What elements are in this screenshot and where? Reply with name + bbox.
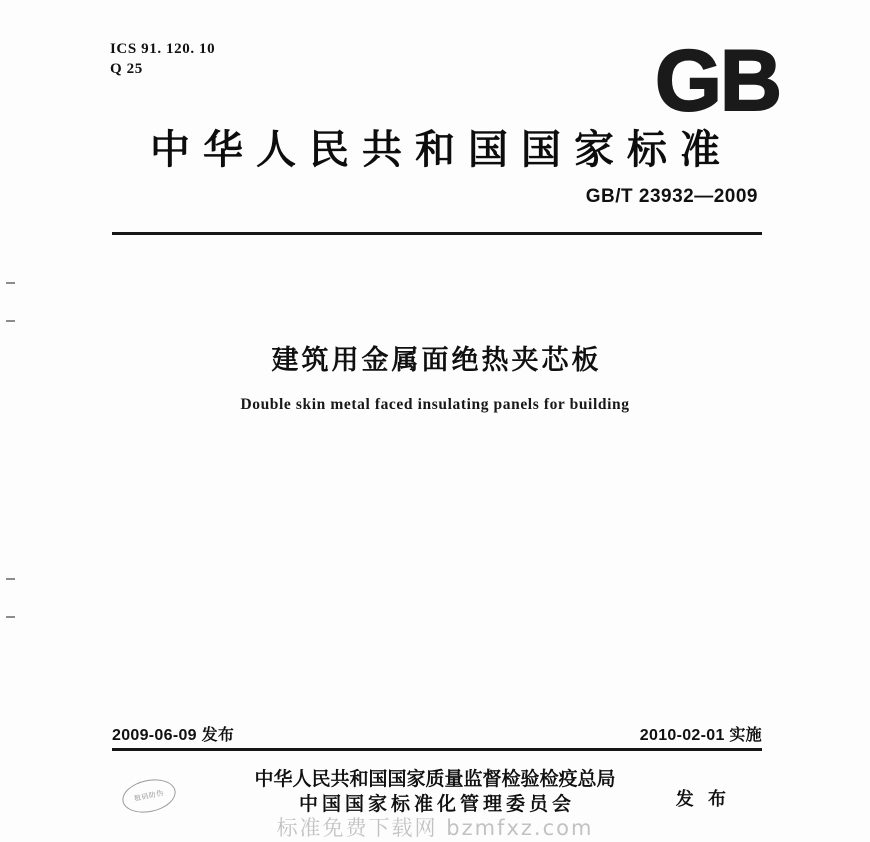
margin-tick	[6, 320, 15, 322]
standard-number: GB/T 23932—2009	[585, 186, 758, 207]
classification-code: Q 25	[110, 60, 143, 77]
document-title-en: Double skin metal faced insulating panels for building	[240, 396, 630, 413]
national-standard-title: 中华人民共和国国家标准	[150, 127, 733, 173]
margin-tick	[6, 616, 15, 618]
issuer-suffix: 发 布	[675, 789, 730, 810]
watermark: 标准免费下载网 bzmfxz.com	[276, 816, 594, 840]
issuer-line-2: 中国国家标准化管理委员会	[298, 792, 575, 815]
implementation-date: 2010-02-01 实施	[639, 727, 762, 744]
bottom-divider	[112, 748, 762, 751]
top-divider	[112, 232, 762, 235]
gb-logo	[653, 33, 782, 129]
ics-block	[110, 40, 215, 79]
issue-date: 2009-06-09 发布	[112, 727, 235, 744]
margin-tick	[6, 578, 15, 580]
ics-code: ICS 91. 120. 10	[110, 41, 216, 57]
seal-label: 数码防伪	[133, 788, 165, 804]
issuer-block	[0, 768, 870, 817]
gb-logo-text: GB	[655, 33, 780, 129]
margin-tick	[6, 282, 15, 284]
document-title-cn: 建筑用金属面绝热夹芯板	[271, 345, 602, 376]
issuer-line-1: 中华人民共和国国家质量监督检验检疫总局	[254, 768, 616, 790]
